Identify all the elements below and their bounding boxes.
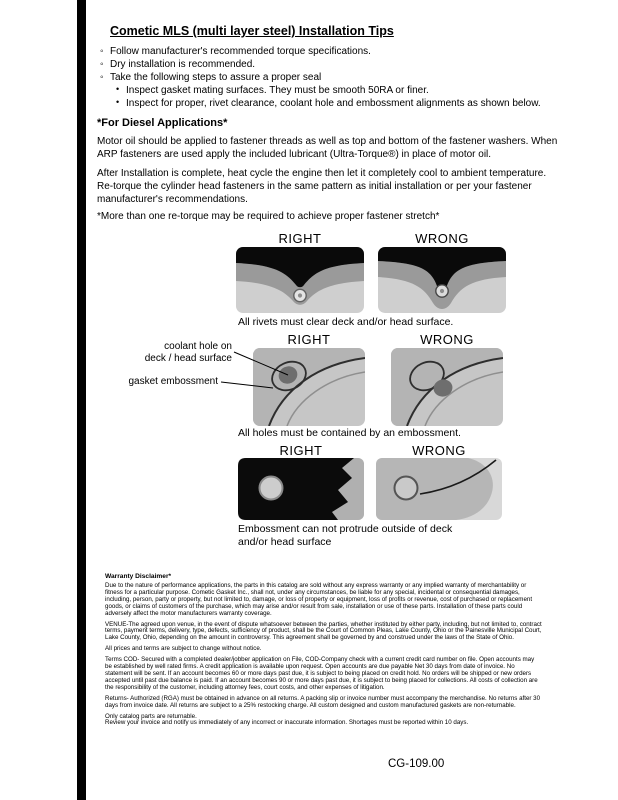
tip-text: Follow manufacturer's recommended torque specifications. xyxy=(110,46,371,57)
wrong-label: WRONG xyxy=(420,332,474,347)
tip-text: Inspect gasket mating surfaces. They must be smooth 50RA or finer. xyxy=(126,85,429,96)
diagram-rivet-clearance-incorrect xyxy=(378,247,506,313)
right-label: RIGHT xyxy=(278,231,322,246)
coolant-hole-callout: coolant hole on deck / head surface xyxy=(144,341,232,364)
tip-item xyxy=(100,58,541,71)
tip-text: Take the following steps to assure a proper seal xyxy=(110,72,322,83)
diagram-embossment-contained-correct xyxy=(253,348,365,426)
diesel-paragraph: After Installation is complete, heat cycle the engine then let it completely cool to ambient temperature. Re-torque the cylinder head fasteners in the same pattern as initial installation or per your fastener manufacturer's recommendations. xyxy=(97,168,547,206)
right-label: RIGHT xyxy=(279,443,323,458)
tip-item xyxy=(100,45,541,58)
diagram-embossment-contained-incorrect xyxy=(391,348,503,426)
tips-list xyxy=(100,45,541,110)
warranty-paragraph: Only catalog parts are returnable. xyxy=(105,712,197,720)
tip-text: Dry installation is recommended. xyxy=(110,59,256,70)
page-title: Cometic MLS (multi layer steel) Installation Tips xyxy=(110,24,394,38)
diagram-caption: Embossment can not protrude outside of deck and/or head surface xyxy=(238,523,453,548)
tip-subitem xyxy=(116,84,541,97)
diesel-note: *More than one re-torque may be required to achieve proper fastener stretch* xyxy=(97,211,440,222)
diesel-heading: *For Diesel Applications* xyxy=(97,117,228,129)
warranty-paragraph: Review your invoice and notify us immediately of any incorrect or inaccurate information. Shortages must be reported within 10 days. xyxy=(105,719,469,727)
diagram-protrusion-correct xyxy=(238,458,364,520)
diagram-protrusion-incorrect xyxy=(376,458,502,520)
diagram-caption: All holes must be contained by an embossment. xyxy=(238,427,461,439)
right-label: RIGHT xyxy=(287,332,331,347)
diagram-rivet-clearance-correct xyxy=(236,247,364,313)
document-number: CG-109.00 xyxy=(388,758,445,770)
tip-text: Inspect for proper, rivet clearance, coolant hole and embossment alignments as shown below. xyxy=(126,98,541,109)
warranty-section xyxy=(105,573,542,731)
warranty-paragraph: Due to the nature of performance applications, the parts in this catalog are sold without any express warranty or any implied warranty of merchantability or fitness for a particular purpose. Cometic Gasket Inc., shall not, under any circumstances, be liable for any special, incidental or consequential damages, including, person, party or property, but not limited to, damage, or loss of property or equipment, loss of profits or revenue, cost of purchased or replacement goods, or claims of customers of the purchase, which may arise and/or result from sale, installation or use of these parts. Installation of these parts could adversely affect the motor manufacturers warranty coverage. xyxy=(105,582,533,617)
page-edge-bar xyxy=(77,0,86,800)
tip-item xyxy=(100,71,541,84)
tip-subitem xyxy=(116,97,541,110)
warranty-paragraph: All prices and terms are subject to change without notice. xyxy=(105,645,262,653)
warranty-heading: Warranty Disclaimer* xyxy=(105,573,172,580)
diagram-caption: All rivets must clear deck and/or head surface. xyxy=(238,316,454,328)
diesel-paragraph: Motor oil should be applied to fastener threads as well as top and bottom of the fastener washers. When ARP fasteners are used apply the included lubricant (Ultra-Torque®) in place of motor oil. xyxy=(97,136,558,161)
warranty-paragraph: Terms COD- Secured with a completed dealer/jobber application on File, COD-Company check with a current credit card number on file. Open accounts may be established by well rated firms. A credit application is available upon request. Open accounts are due payable Net 30 days from date of invoice. No statement will be sent. If an account becomes 60 or more days past due, it is subject to being placed on credit hold. No orders will be shipped or new orders accepted until past due balance is paid. If an account becomes 90 or more days past due, it is subject to being placed for collections. All costs of collection are the responsibility of the customer, including attorney fees, court costs, and other expenses of litigation. xyxy=(105,656,538,691)
gasket-embossment-callout: gasket embossment xyxy=(128,376,218,387)
wrong-label: WRONG xyxy=(415,231,469,246)
wrong-label: WRONG xyxy=(412,443,466,458)
warranty-paragraph: Returns- Authorized (RGA) must be obtained in advance on all returns. A packing slip or invoice number must accompany the merchandise. No returns after 30 days from invoice date. All returns are subject to a 25% restocking charge. All custom designed and custom manufactured gaskets are non-returnable. xyxy=(105,694,541,709)
warranty-paragraph: VENUE-The agreed upon venue, in the event of dispute whatsoever between the parties, whether instituted by either party, including, but not limited to, contract terms, payment terms, delivery, type, defects, sufficiency of product, shall be the Court of Common Pleas, Lake County, Ohio or the Painesville Municipal Court, Lake County, Ohio, depending on the amount in controversy. This agreement shall be governed by and construed under the laws of the State of Ohio. xyxy=(105,620,542,642)
